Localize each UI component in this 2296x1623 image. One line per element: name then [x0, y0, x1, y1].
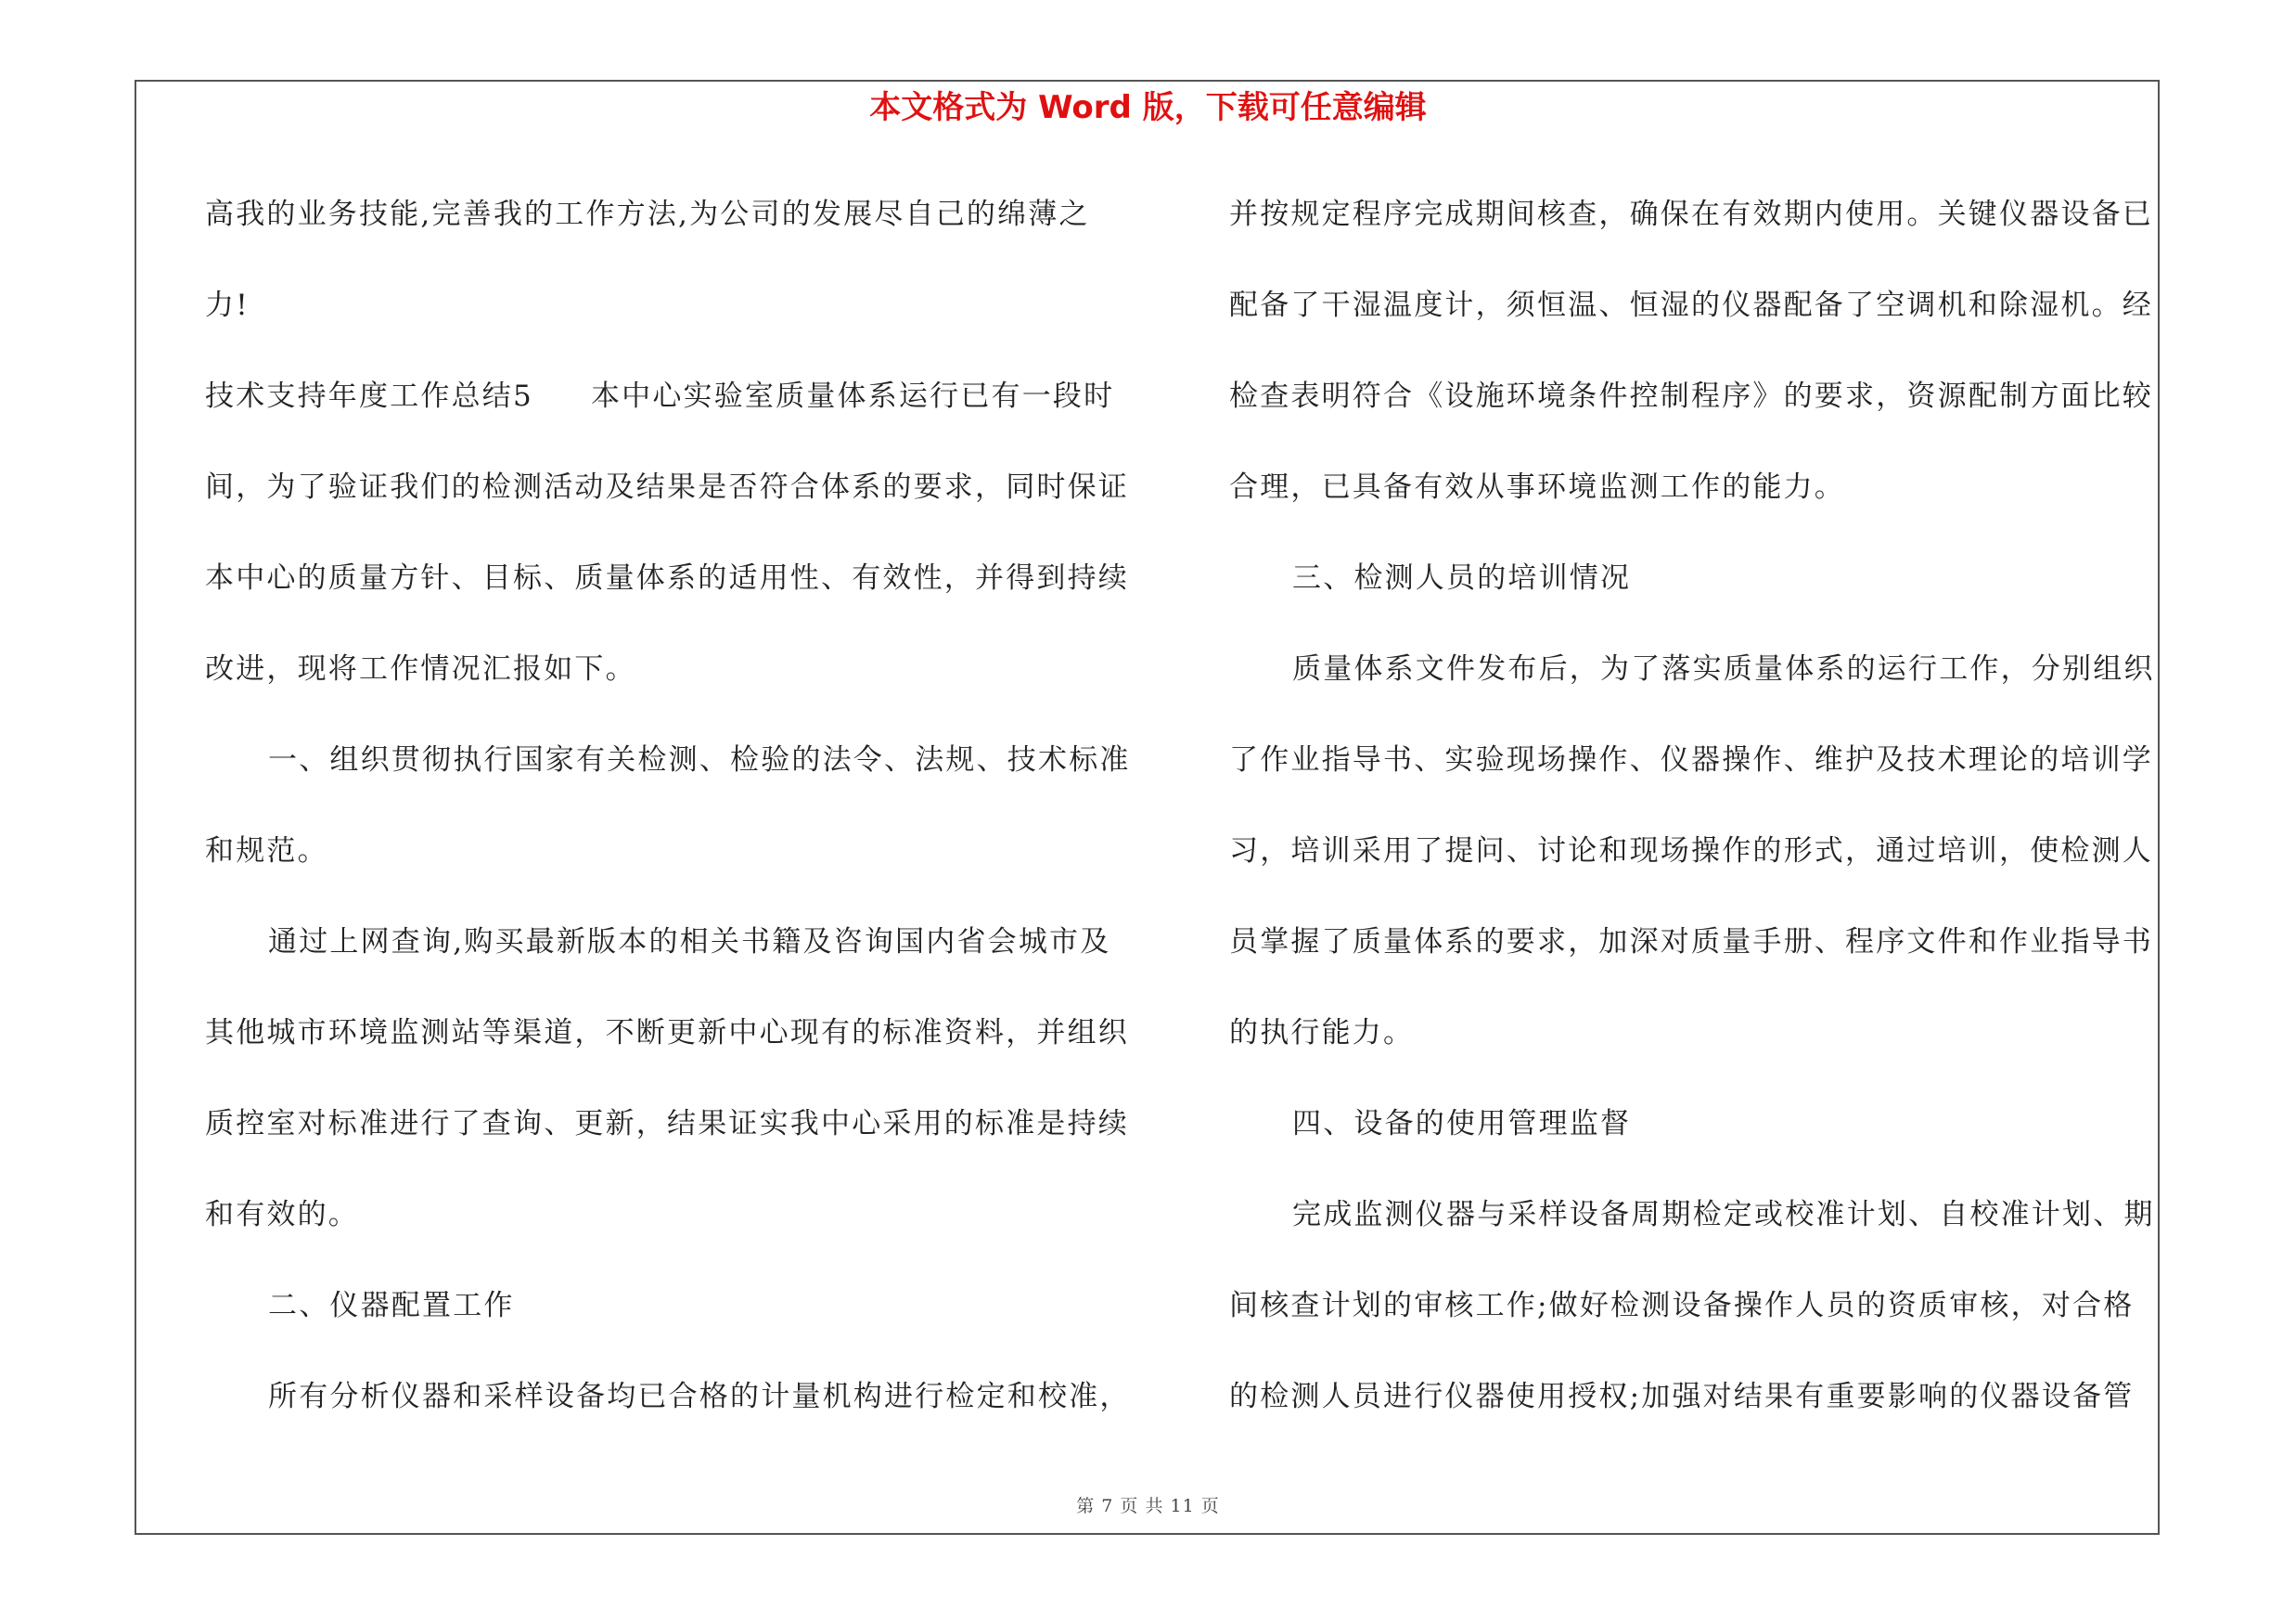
text-line: 和规范。	[205, 834, 328, 868]
page-number-footer: 第 7 页 共 11 页	[1076, 1496, 1220, 1516]
heading-line: 三、检测人员的培训情况	[1292, 561, 1632, 595]
text-line: 所有分析仪器和采样设备均已合格的计量机构进行检定和校准，	[268, 1380, 1131, 1413]
text-line: 合理，已具备有效从事环境监测工作的能力。	[1229, 470, 1845, 504]
heading-line: 二、仪器配置工作	[268, 1289, 515, 1322]
heading-line: 四、设备的使用管理监督	[1292, 1107, 1632, 1140]
section-heading-line	[205, 351, 1133, 442]
section-intro: 本中心实验室质量体系运行已有一段时	[590, 380, 1115, 413]
format-banner: 本文格式为 Word 版，下载可任意编辑	[869, 89, 1427, 126]
text-line: 力!	[205, 289, 250, 322]
text-line: 并按规定程序完成期间核查，确保在有效期内使用。关键仪器设备已	[1229, 198, 2153, 231]
text-line: 和有效的。	[205, 1198, 359, 1231]
text-line: 其他城市环境监测站等渠道，不断更新中心现有的标准资料，并组织	[205, 1016, 1129, 1050]
left-text-column	[205, 169, 1133, 1442]
text-line: 本中心的质量方针、目标、质量体系的适用性、有效性，并得到持续	[205, 561, 1129, 595]
text-line: 员掌握了质量体系的要求，加深对质量手册、程序文件和作业指导书	[1229, 925, 2153, 959]
text-line: 通过上网查询,购买最新版本的相关书籍及咨询国内省会城市及	[268, 925, 1111, 959]
text-line: 的执行能力。	[1229, 1016, 1415, 1050]
text-line: 质控室对标准进行了查询、更新，结果证实我中心采用的标准是持续	[205, 1107, 1129, 1140]
right-text-column	[1229, 169, 2157, 1442]
text-line: 改进，现将工作情况汇报如下。	[205, 652, 636, 686]
text-line: 间，为了验证我们的检测活动及结果是否符合体系的要求，同时保证	[205, 470, 1129, 504]
section-title: 技术支持年度工作总结5	[205, 380, 533, 413]
text-line: 质量体系文件发布后，为了落实质量体系的运行工作，分别组织	[1292, 652, 2155, 686]
text-line: 配备了干湿温度计，须恒温、恒湿的仪器配备了空调机和除湿机。经	[1229, 289, 2153, 322]
heading-line: 一、组织贯彻执行国家有关检测、检验的法令、法规、技术标准	[268, 743, 1131, 777]
text-line: 间核查计划的审核工作;做好检测设备操作人员的资质审核，对合格	[1229, 1289, 2135, 1322]
text-line: 检查表明符合《设施环境条件控制程序》的要求，资源配制方面比较	[1229, 380, 2153, 413]
text-line: 完成监测仪器与采样设备周期检定或校准计划、自校准计划、期	[1292, 1198, 2155, 1231]
text-line: 习，培训采用了提问、讨论和现场操作的形式，通过培训，使检测人	[1229, 834, 2153, 868]
text-line: 的检测人员进行仪器使用授权;加强对结果有重要影响的仪器设备管	[1229, 1380, 2135, 1413]
text-line: 高我的业务技能,完善我的工作方法,为公司的发展尽自己的绵薄之	[205, 198, 1090, 231]
text-line: 了作业指导书、实验现场操作、仪器操作、维护及技术理论的培训学	[1229, 743, 2153, 777]
